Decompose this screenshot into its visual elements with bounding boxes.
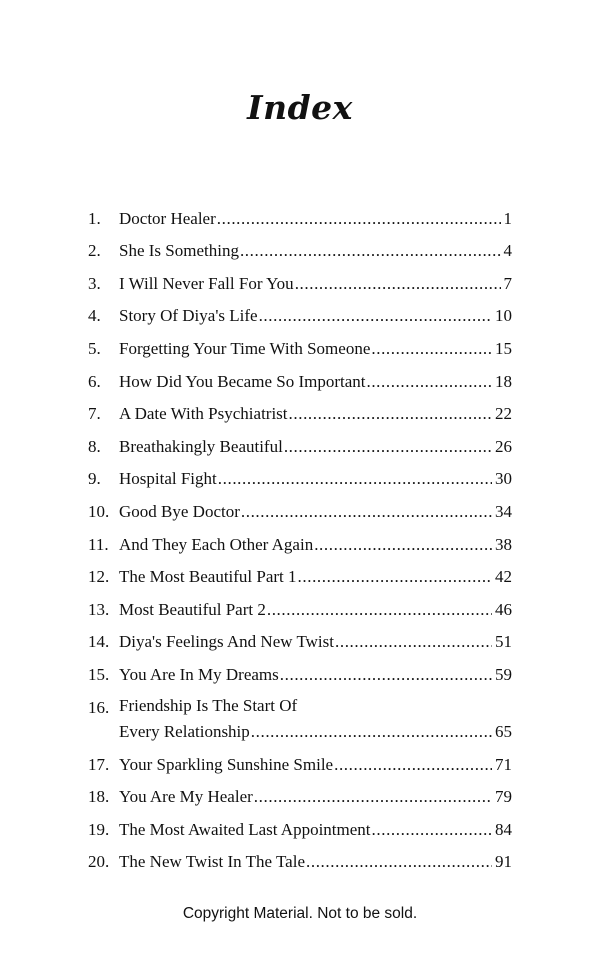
entry-page-number: 10 — [495, 306, 512, 326]
toc-entry — [88, 844, 512, 877]
entry-page-number: 7 — [503, 273, 512, 293]
entry-number: 15. — [88, 664, 110, 684]
entry-page-number: 22 — [495, 404, 512, 424]
entry-title: Forgetting Your Time With Someone — [119, 338, 371, 358]
entry-body — [119, 632, 512, 652]
entry-body — [119, 600, 512, 620]
entry-title: Diya's Feelings And New Twist — [119, 632, 334, 652]
entry-line — [119, 755, 512, 775]
entry-body — [119, 241, 512, 261]
entry-body — [119, 437, 512, 457]
entry-line — [119, 820, 512, 840]
toc-entry — [88, 591, 512, 624]
entry-title: Most Beautiful Part 2 — [119, 599, 266, 619]
toc-entry — [88, 330, 512, 363]
entry-body — [119, 469, 512, 489]
entry-line — [119, 787, 512, 807]
entry-body — [119, 567, 512, 587]
entry-body — [119, 852, 512, 872]
entry-title: I Will Never Fall For You — [119, 273, 294, 293]
dot-leader — [335, 632, 492, 652]
entry-number: 19. — [88, 819, 110, 839]
entry-page-number: 34 — [495, 501, 512, 521]
entry-body — [119, 372, 512, 392]
dot-leader — [254, 787, 492, 807]
entry-body — [119, 209, 512, 229]
entry-number: 8. — [88, 436, 101, 456]
entry-line — [119, 665, 512, 685]
toc-entry — [88, 396, 512, 429]
dot-leader — [241, 502, 492, 522]
toc-entry — [88, 493, 512, 526]
entry-page-number: 18 — [495, 371, 512, 391]
entry-line — [119, 567, 512, 587]
toc-entry — [88, 200, 512, 233]
entry-number: 16. — [88, 697, 110, 717]
toc-entry — [88, 298, 512, 331]
dot-leader — [240, 241, 501, 261]
dot-leader — [218, 469, 492, 489]
toc-entry — [88, 526, 512, 559]
entry-page-number: 84 — [495, 819, 512, 839]
entry-page-number: 1 — [503, 208, 512, 228]
entry-title: Doctor Healer — [119, 208, 216, 228]
entry-title: Story Of Diya's Life — [119, 306, 258, 326]
toc-entry — [88, 233, 512, 266]
entry-line — [119, 339, 512, 359]
dot-leader — [371, 339, 492, 359]
entry-number: 11. — [88, 534, 109, 554]
entry-page-number: 71 — [495, 754, 512, 774]
entry-title: The New Twist In The Tale — [119, 852, 305, 872]
entry-number: 7. — [88, 404, 101, 424]
entry-page-number: 46 — [495, 599, 512, 619]
entry-number: 12. — [88, 567, 110, 587]
dot-leader — [284, 437, 492, 457]
dot-leader — [259, 306, 492, 326]
entry-number: 18. — [88, 787, 110, 807]
entry-page-number: 91 — [495, 852, 512, 872]
toc-entry — [88, 779, 512, 812]
entry-body — [119, 339, 512, 359]
toc-entry — [88, 624, 512, 657]
entry-number: 6. — [88, 371, 101, 391]
toc-entry — [88, 746, 512, 779]
entry-page-number: 15 — [495, 338, 512, 358]
entry-page-number: 59 — [495, 664, 512, 684]
entry-number: 1. — [88, 208, 101, 228]
entry-number: 5. — [88, 338, 101, 358]
copyright-notice: Copyright Material. Not to be sold. — [182, 905, 418, 922]
entry-line — [119, 209, 512, 229]
entry-page-number: 79 — [495, 787, 512, 807]
entry-line — [119, 274, 512, 294]
entry-line — [119, 722, 512, 742]
dot-leader — [289, 404, 492, 424]
entry-body — [119, 820, 512, 840]
entry-number: 9. — [88, 469, 101, 489]
entry-title: She Is Something — [119, 241, 239, 261]
dot-leader — [366, 372, 492, 392]
dot-leader — [372, 820, 492, 840]
entry-page-number: 38 — [495, 534, 512, 554]
entry-body — [119, 665, 512, 685]
entry-number: 2. — [88, 241, 101, 261]
toc-entry — [88, 559, 512, 592]
entry-title: You Are My Healer — [119, 787, 253, 807]
entry-body — [119, 787, 512, 807]
entry-title: A Date With Psychiatrist — [119, 404, 288, 424]
entry-number: 4. — [88, 306, 101, 326]
toc-entry — [88, 363, 512, 396]
dot-leader — [280, 665, 492, 685]
entry-page-number: 4 — [503, 241, 512, 261]
entry-title: The Most Beautiful Part 1 — [119, 567, 297, 587]
entry-number: 17. — [88, 754, 110, 774]
entry-number: 14. — [88, 632, 110, 652]
dot-leader — [251, 722, 492, 742]
entry-body — [119, 306, 512, 326]
entry-number: 20. — [88, 852, 110, 872]
entry-title: Good Bye Doctor — [119, 501, 240, 521]
entry-body — [119, 696, 512, 742]
entry-page-number: 26 — [495, 436, 512, 456]
entry-title: You Are In My Dreams — [119, 664, 279, 684]
toc-entry — [88, 689, 512, 746]
entry-number: 13. — [88, 599, 110, 619]
entry-line — [119, 469, 512, 489]
entry-line — [119, 372, 512, 392]
entry-body — [119, 535, 512, 555]
dot-leader — [267, 600, 492, 620]
dot-leader — [298, 567, 492, 587]
toc-entry — [88, 428, 512, 461]
dot-leader — [314, 535, 492, 555]
table-of-contents — [88, 200, 512, 876]
entry-title: Your Sparkling Sunshine Smile — [119, 754, 334, 774]
entry-body — [119, 274, 512, 294]
toc-entry — [88, 265, 512, 298]
entry-line — [119, 600, 512, 620]
entry-line — [119, 632, 512, 652]
entry-number: 10. — [88, 501, 110, 521]
entry-line — [119, 852, 512, 872]
entry-line — [119, 535, 512, 555]
entry-page-number: 42 — [495, 567, 512, 587]
entry-line — [119, 437, 512, 457]
entry-title: Every Relationship — [119, 721, 250, 741]
entry-line — [119, 241, 512, 261]
entry-number: 3. — [88, 273, 101, 293]
entry-body — [119, 404, 512, 424]
page-title: Index — [247, 88, 353, 127]
toc-entry — [88, 811, 512, 844]
toc-entry — [88, 656, 512, 689]
dot-leader — [306, 852, 492, 872]
entry-body — [119, 502, 512, 522]
entry-line — [119, 404, 512, 424]
dot-leader — [334, 755, 492, 775]
entry-title-line1: Friendship Is The Start Of — [119, 695, 298, 715]
entry-page-number: 30 — [495, 469, 512, 489]
entry-line — [119, 502, 512, 522]
entry-page-number: 65 — [495, 721, 512, 741]
dot-leader — [217, 209, 501, 229]
entry-title: How Did You Became So Important — [119, 371, 366, 391]
entry-page-number: 51 — [495, 632, 512, 652]
entry-body — [119, 755, 512, 775]
entry-title: The Most Awaited Last Appointment — [119, 819, 371, 839]
entry-title: Hospital Fight — [119, 469, 217, 489]
dot-leader — [295, 274, 501, 294]
entry-title: Breathakingly Beautiful — [119, 436, 283, 456]
entry-title: And They Each Other Again — [119, 534, 314, 554]
toc-entry — [88, 461, 512, 494]
entry-line — [119, 306, 512, 326]
